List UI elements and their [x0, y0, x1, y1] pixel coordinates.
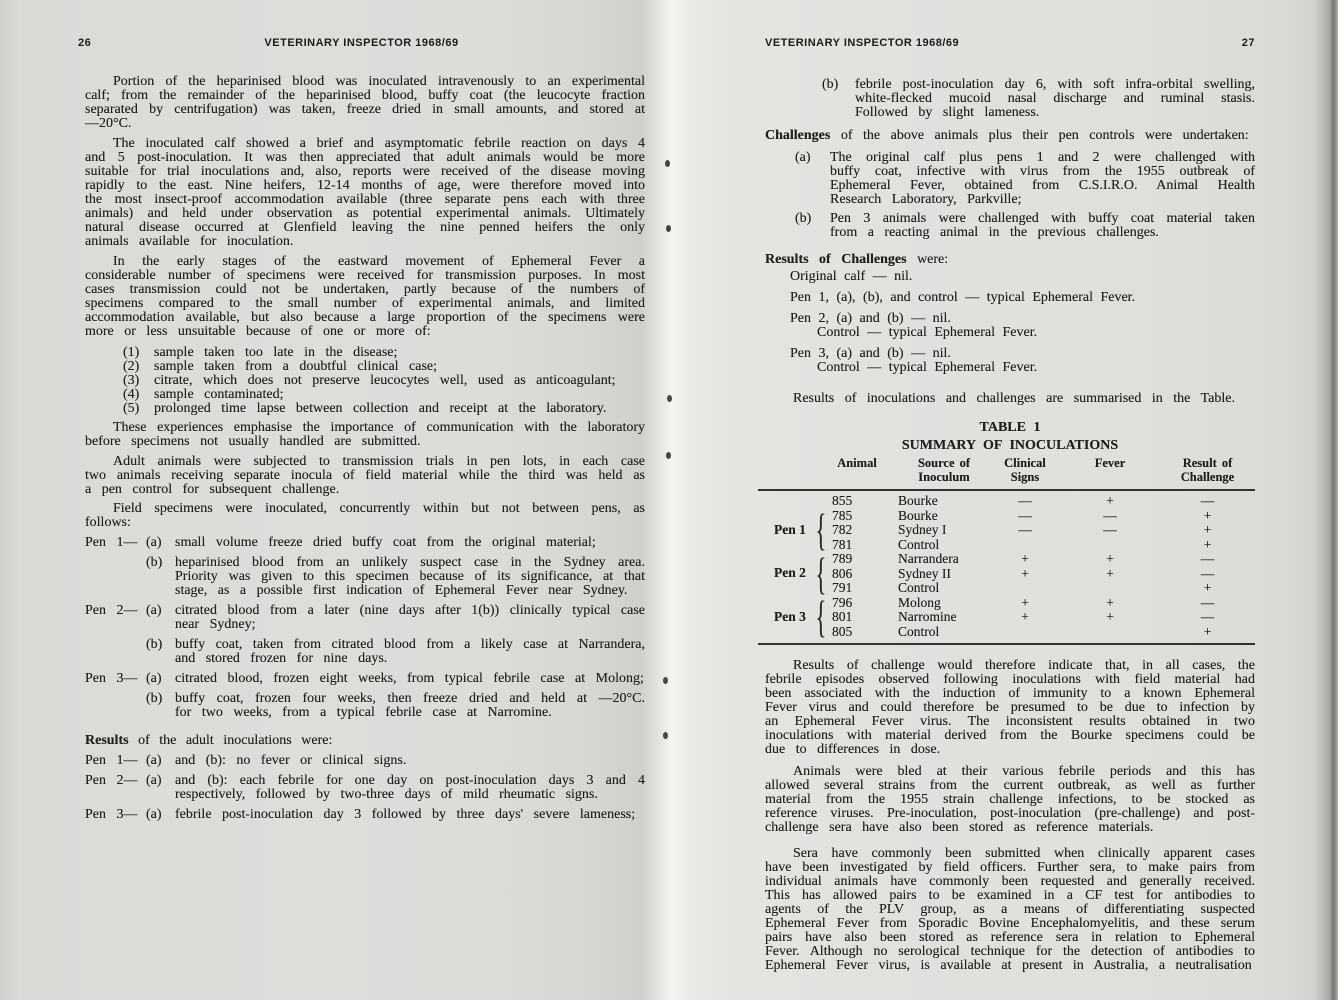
challenge-text: Pen 3 animals were challenged with buffy coat material taken from a reacting animal in the previous challenges.	[830, 211, 1255, 240]
cell-result: —	[1200, 594, 1215, 610]
challenge-result-line: Pen 1, (a), (b), and control — typical Ephemeral Fever.	[790, 290, 1136, 305]
pen-inoculation-item	[85, 692, 645, 720]
table-row	[758, 596, 1255, 611]
challenge-result-subline: Control — typical Ephemeral Fever.	[817, 360, 1038, 375]
cell-animal: 791	[832, 580, 853, 595]
cell-clinical	[990, 625, 1060, 640]
challenges-heading-rest: of the above animals plus their pen controls were undertaken:	[830, 128, 1249, 143]
cell-fever: +	[1106, 565, 1114, 581]
cell-animal: 806	[832, 565, 853, 581]
challenge-result-line: Pen 2, (a) and (b) — nil.	[790, 311, 951, 326]
results-heading-rest: of the adult inoculations were:	[128, 733, 333, 748]
pen-inoculation-item	[85, 556, 645, 598]
cell-result: —	[1200, 565, 1215, 581]
pen-label: Pen 1—	[85, 535, 138, 550]
stitch-dot	[663, 732, 668, 739]
specimen-problem-list	[85, 346, 645, 416]
pen-result-item	[85, 808, 645, 822]
pen-inoculation-item	[85, 604, 645, 632]
pen-text: citrated blood, frozen eight weeks, from typical febrile case at Molong;	[175, 671, 644, 686]
cell-animal: 781	[832, 536, 853, 552]
column-header-result: Result of Challenge	[1180, 456, 1235, 484]
cell-source: Bourke	[898, 507, 938, 523]
pen-group-brace	[816, 505, 825, 553]
cell-source: Control	[898, 580, 940, 595]
challenge-part: (a)	[795, 150, 811, 165]
list-item-number: (3)	[123, 373, 140, 388]
list-item	[123, 374, 645, 388]
list-item-text: prolonged time lapse between collection and receipt at the laboratory.	[154, 401, 607, 416]
page-number: 26	[78, 37, 92, 49]
cell-clinical: —	[1018, 522, 1032, 537]
cell-source: Sydney I	[898, 522, 947, 537]
pen-group-brace	[816, 592, 825, 640]
table-body	[758, 491, 1255, 643]
paragraph-challenge-results: Results of challenge would therefore indicate that, in all cases, the febrile episodes observed following inoculations with field material had been associated with the induction of immunity to a known Ephemeral Fever virus and could therefore be presumed to be due to infection by an Ephemeral Fever virus. The inconsistent results obtained in two inoculations with material derived from the Bourke specimens could be due to differences in dose.	[765, 658, 1255, 757]
results-heading	[85, 734, 645, 748]
list-item-text: sample taken from a doubtful clinical case;	[154, 359, 438, 374]
cell-animal: 796	[832, 594, 853, 610]
cell-fever: —	[1103, 522, 1117, 537]
pen-inoculation-list	[85, 536, 645, 720]
pen-text: and (b): no fever or clinical signs.	[175, 753, 407, 768]
running-title: VETERINARY INSPECTOR 1968/69	[264, 37, 459, 49]
results-heading-bold: Results	[85, 733, 129, 748]
list-item-number: (5)	[123, 401, 140, 416]
cell-fever: —	[1103, 507, 1117, 523]
cell-result: +	[1203, 507, 1212, 523]
results-of-challenges-rest: were:	[906, 252, 949, 267]
list-item-number: (1)	[123, 345, 140, 360]
table-row	[758, 567, 1255, 582]
pen-label: Pen 3—	[85, 671, 138, 686]
cell-animal: 785	[832, 507, 853, 523]
cell-animal: 805	[832, 623, 853, 639]
table-row	[758, 552, 1255, 567]
pen-text: febrile post-inoculation day 6, with soft infra-orbital swelling, white-flecked mucoid nasal discharge and ruminal stasis. Followed by slight lameness.	[855, 77, 1255, 120]
pen-text: heparinised blood from an unlikely suspect case in the Sydney area. Priority was given to this specimen because of its significance, at that stage, as a possible first indication of Ephemeral Fever near Sydney.	[175, 555, 645, 598]
table-rule-bottom	[758, 643, 1255, 645]
cell-fever	[1060, 581, 1160, 596]
pen-group-label: Pen 3	[774, 609, 806, 624]
pen3b-continuation-item	[822, 78, 1255, 120]
cell-clinical: +	[1021, 609, 1029, 624]
pen-result-item	[85, 774, 645, 802]
cell-fever: +	[1106, 594, 1114, 610]
challenges-heading	[765, 129, 1255, 143]
challenge-part: (b)	[795, 211, 812, 226]
page-27-content	[765, 36, 1255, 973]
list-item	[123, 360, 645, 374]
table-row	[758, 523, 1255, 538]
cell-clinical	[990, 538, 1060, 553]
cell-source: Narrandera	[898, 551, 959, 566]
table-row	[758, 494, 1255, 509]
pen-text: febrile post-inoculation day 3 followed by three days' severe lameness;	[175, 807, 636, 822]
cell-animal: 789	[832, 551, 853, 566]
pen-part: (a)	[146, 753, 162, 768]
running-head	[765, 36, 1255, 50]
list-item-text: sample contaminated;	[154, 387, 284, 402]
cell-source: Narromine	[898, 609, 957, 624]
stitch-dot	[663, 677, 668, 684]
body-text	[85, 75, 645, 822]
cell-clinical: —	[1018, 493, 1032, 508]
cell-clinical: +	[1021, 594, 1029, 610]
stitch-dot	[666, 452, 671, 459]
paragraph-adult-animals: Adult animals were subjected to transmission trials in pen lots, in each case two animals receiving separate inocula of field material while the third was held as a pen control for subsequent challenge.	[85, 454, 645, 497]
table-row	[758, 625, 1255, 640]
challenge-result-subline: Control — typical Ephemeral Fever.	[817, 325, 1038, 340]
summary-note: Results of inoculations and challenges are summarised in the Table.	[793, 391, 1235, 406]
body-text	[765, 78, 1255, 973]
results-of-challenges-heading	[765, 253, 1255, 267]
page-26-content	[78, 36, 645, 822]
pen-text: and (b): each febrile for one day on post-inoculation days 3 and 4 respectively, followed by two-three days of mild rheumatic signs.	[175, 773, 645, 802]
pen-part: (b)	[822, 77, 839, 92]
column-header-fever: Fever	[1094, 456, 1126, 470]
pen-part: (a)	[146, 671, 162, 686]
list-item-number: (2)	[123, 359, 140, 374]
table-row	[758, 610, 1255, 625]
pen-group-label: Pen 1	[774, 522, 806, 537]
cell-fever	[1060, 538, 1160, 553]
cell-clinical	[990, 581, 1060, 596]
challenge-result-line: Pen 3, (a) and (b) — nil.	[790, 346, 951, 361]
cell-animal: 782	[832, 522, 853, 537]
stitch-dot	[665, 160, 670, 167]
cell-fever	[1060, 625, 1160, 640]
pen-part: (b)	[146, 555, 163, 570]
pen-inoculation-item	[85, 536, 645, 550]
pen-part: (a)	[146, 603, 162, 618]
challenge-result-line: Original calf — nil.	[790, 269, 913, 284]
table-row	[758, 581, 1255, 596]
pen-text: buffy coat, taken from citrated blood from a likely case at Narrandera, and stored frozen for nine days.	[175, 637, 645, 666]
table-subtitle: SUMMARY OF INOCULATIONS	[901, 438, 1119, 453]
pen-group-label: Pen 2	[774, 565, 806, 580]
list-item-number: (4)	[123, 387, 140, 402]
challenges-heading-bold: Challenges	[765, 128, 831, 143]
pen-label: Pen 2—	[85, 603, 138, 618]
pen-label: Pen 3—	[85, 807, 138, 822]
cell-animal: 801	[832, 609, 853, 624]
results-of-challenges-bold: Results of Challenges	[765, 252, 907, 267]
cell-result: +	[1203, 623, 1212, 639]
list-item	[123, 346, 645, 360]
list-item	[123, 402, 645, 416]
pen-label: Pen 2—	[85, 773, 138, 788]
pen-label: Pen 1—	[85, 753, 138, 768]
list-item-text: sample taken too late in the disease;	[154, 345, 398, 360]
pen-results-list	[85, 754, 645, 822]
cell-result: +	[1203, 580, 1212, 595]
cell-animal: 855	[832, 493, 853, 508]
pen-part: (a)	[146, 535, 162, 550]
cell-result: +	[1203, 536, 1212, 552]
page-number: 27	[1241, 37, 1255, 49]
list-item-text: citrate, which does not preserve leucocytes well, used as anticoagulant;	[154, 373, 616, 388]
cell-result: —	[1200, 609, 1215, 624]
cell-source: Bourke	[898, 493, 938, 508]
challenge-item	[795, 151, 1255, 207]
cell-source: Control	[898, 536, 940, 552]
paragraph-experiences: These experiences emphasise the importance of communication with the laboratory before specimens not usually handled are submitted.	[85, 420, 645, 449]
pen-label	[85, 638, 146, 666]
stitch-dot	[667, 395, 672, 402]
pen-label	[85, 556, 146, 598]
list-item	[123, 388, 645, 402]
paragraph-reference-viruses: Animals were bled at their various febrile periods and this has allowed several strains from the current outbreak, as well as further material from the 1955 strain challenge infections, to be stocked as reference viruses. Pre-inoculation, post-inoculation (pre-challenge) and post-challenge sera have also been stored as reference materials.	[765, 764, 1255, 835]
pen-part: (b)	[146, 691, 163, 706]
pen-part: (a)	[146, 807, 162, 822]
stitch-dot	[666, 225, 671, 232]
pen-inoculation-item	[85, 638, 645, 666]
cell-clinical: —	[1018, 507, 1032, 523]
table-title: TABLE 1	[979, 420, 1041, 435]
pen-inoculation-item	[85, 672, 645, 686]
pen-part: (b)	[146, 637, 163, 652]
table-row	[758, 509, 1255, 524]
cell-source: Control	[898, 623, 940, 639]
challenge-item	[795, 212, 1255, 240]
cell-result: —	[1200, 551, 1215, 566]
running-head	[78, 36, 645, 50]
cell-result: +	[1203, 522, 1212, 537]
pen-part: (a)	[146, 773, 162, 788]
table-row	[758, 538, 1255, 553]
challenge-text: The original calf plus pens 1 and 2 were challenged with buffy coat, infective with virus from the 1955 outbreak of Ephemeral Fever, obtained from C.S.I.R.O. Animal Health Research Laboratory, Parkville;	[830, 150, 1255, 207]
cell-clinical: +	[1021, 551, 1029, 566]
pen-text: buffy coat, frozen four weeks, then freeze dried and held at —20°C. for two weeks, from a typical febrile case at Narromine.	[175, 691, 645, 720]
pen-label	[85, 692, 146, 720]
cell-source: Molong	[898, 594, 941, 610]
pen-text: citrated blood from a later (nine days after 1(b)) clinically typical case near Sydney;	[175, 603, 645, 632]
paragraph-blood-portion: Portion of the heparinised blood was inoculated intravenously to an experimental calf; from the remainder of the heparinised blood, buffy coat (the leucocyte fraction separated by centrifugation) was taken, freeze dried in small amounts, and stored at —20°C.	[85, 74, 645, 131]
table-header-row	[758, 456, 1255, 489]
cell-fever: +	[1106, 609, 1114, 624]
column-header-animal: Animal	[837, 456, 877, 470]
cell-source: Sydney II	[898, 565, 951, 581]
paragraph-eastward-movement: In the early stages of the eastward movement of Ephemeral Fever a considerable number of specimens were received for transmission purposes. In most cases transmission could not be undertaken, partly because of the numbers of specimens compared to the small number of experimental animals, and limited accommodation available, but also because a large proportion of the specimens were more or less unsuitable because of one or more of:	[85, 254, 645, 339]
column-header-clinical: Clinical Signs	[1004, 456, 1046, 484]
cell-clinical: +	[1021, 565, 1029, 581]
column-header-source: Source of Inoculum	[917, 456, 971, 484]
pen-result-item	[85, 754, 645, 768]
pen-text: small volume freeze dried buffy coat from the original material;	[175, 535, 596, 550]
cell-result: —	[1200, 493, 1215, 508]
paragraph-inoculated-calf: The inoculated calf showed a brief and asymptomatic febrile reaction on days 4 and 5 post-inoculation. It was then appreciated that adult animals would be more suitable for trial inoculations and, also, reports were received of the disease moving rapidly to the east. Nine heifers, 12-14 months of age, were therefore moved into the most insect-proof accommodation available (three separate pens each with three animals) and held under observation as potential experimental animals. Ultimately natural disease occurred at Glenfield leaving the nine penned heifers the only animals available for inoculation.	[85, 136, 645, 249]
paragraph-field-specimens: Field specimens were inoculated, concurrently within but not between pens, as follows:	[85, 501, 645, 530]
running-title: VETERINARY INSPECTOR 1968/69	[765, 37, 960, 49]
cell-fever: +	[1106, 493, 1114, 508]
paragraph-sera: Sera have commonly been submitted when clinically apparent cases have been investigated by field officers. Further sera, to make pairs from individual animals have commonly been requested and generally received. This has allowed pairs to be examined in a CF test for antibodies to agents of the PLV group, as a means of differentiating suspected Ephemeral Fever from Sporadic Bovine Encephalomyelitis, and these serum pairs have also been stored as reference sera in relation to Ephemeral Fever. Although no serological technique for the detection of antibodies to Ephemeral Fever virus, is available at present in Australia, a neutralisation	[765, 846, 1255, 973]
summary-of-inoculations-table	[758, 456, 1255, 645]
cell-fever: +	[1106, 551, 1114, 566]
